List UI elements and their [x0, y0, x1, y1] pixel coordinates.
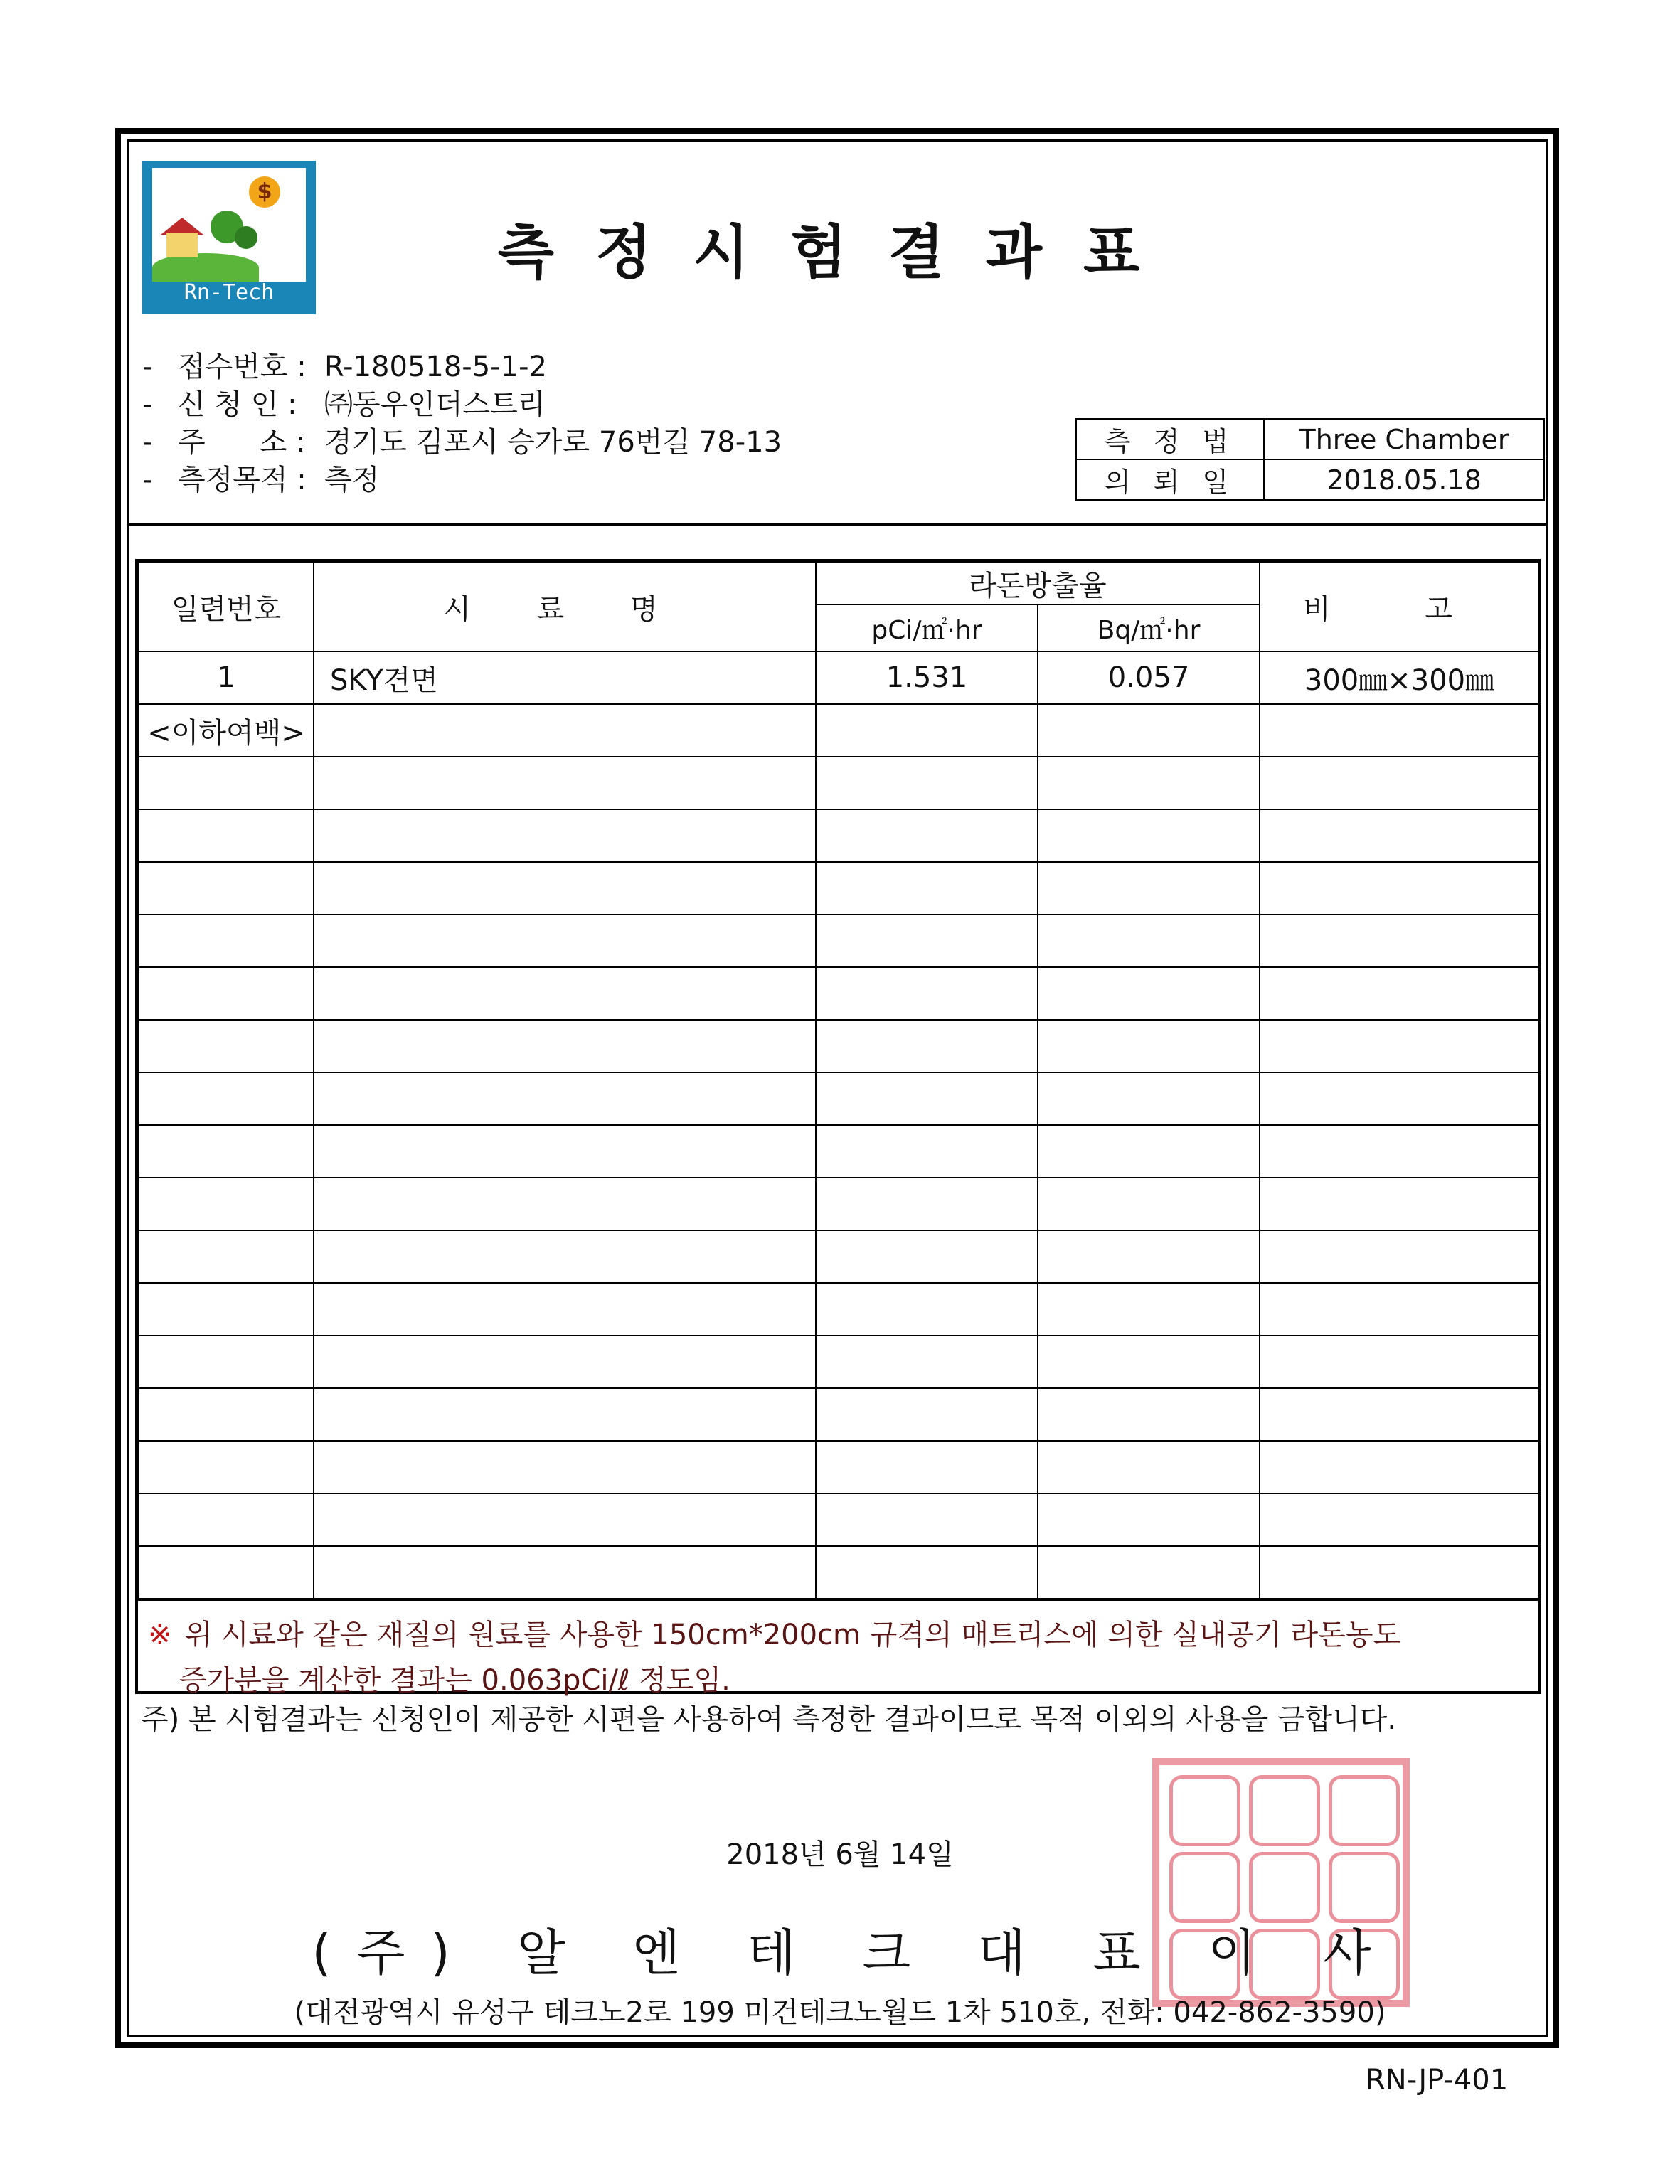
table-cell-empty: [1260, 1441, 1538, 1493]
table-cell-empty: [816, 1546, 1038, 1599]
table-cell-empty: [816, 1230, 1038, 1283]
table-cell-empty: [816, 757, 1038, 809]
empty-rows: [139, 757, 1538, 1599]
table-cell-empty: [816, 1283, 1038, 1336]
table-cell-empty: [1038, 1493, 1260, 1546]
issue-date: 2018년 6월 14일: [726, 1838, 954, 1871]
table-cell-empty: [1038, 1178, 1260, 1230]
table-cell-empty: [139, 1125, 314, 1178]
header-unit-pci: pCi/㎡·hr: [816, 604, 1038, 651]
table-cell-empty: [314, 862, 816, 915]
note-line-1: [148, 1612, 1538, 1658]
logo-roof-icon: [161, 218, 203, 235]
table-cell-empty: [1038, 862, 1260, 915]
table-cell-empty: [314, 1441, 816, 1493]
table-cell-empty: [314, 1125, 816, 1178]
info-dash: -: [142, 351, 153, 383]
logo-house-icon: [166, 233, 198, 257]
row-remark: 300㎜×300㎜: [1260, 651, 1538, 704]
table-cell-empty: [816, 915, 1038, 967]
table-cell-empty: [139, 1178, 314, 1230]
header-sample-name: 시 료 명: [314, 563, 816, 651]
table-cell-empty: [1260, 1546, 1538, 1599]
info-dash: -: [142, 426, 153, 459]
table-row-empty: [139, 1020, 1538, 1072]
table-cell-empty: [314, 1493, 816, 1546]
row-pci-value: 1.531: [816, 651, 1038, 704]
info-value: ㈜동우인더스트리: [324, 388, 546, 421]
logo-sun-icon: $: [249, 176, 280, 208]
table-cell-empty: [1260, 1388, 1538, 1441]
table-row-empty: [139, 967, 1538, 1020]
info-receipt-number: [142, 344, 547, 385]
table-cell-empty: [1038, 757, 1260, 809]
table-cell-empty: [816, 1336, 1038, 1388]
table-cell-empty: [314, 915, 816, 967]
row-bq-value: 0.057: [1038, 651, 1260, 704]
table-cell-empty: [816, 1020, 1038, 1072]
table-cell-empty: [1038, 1336, 1260, 1388]
table-cell-empty: [314, 1546, 816, 1599]
info-label: 접수번호 :: [178, 351, 307, 383]
method-table: [1075, 418, 1545, 501]
table-cell-empty: [139, 967, 314, 1020]
table-cell-empty: [816, 1072, 1038, 1125]
table-cell-empty: [1260, 1125, 1538, 1178]
table-cell-empty: [139, 1546, 314, 1599]
section-divider: [129, 523, 1546, 526]
seal-glyph: [1249, 1775, 1320, 1846]
table-cell-empty: [1038, 1441, 1260, 1493]
table-cell-empty: [139, 915, 314, 967]
table-cell-empty: [314, 1020, 816, 1072]
table-row-empty: [139, 862, 1538, 915]
table-cell-empty: [139, 1072, 314, 1125]
table-cell-empty: [314, 1178, 816, 1230]
info-value: R-180518-5-1-2: [324, 351, 547, 383]
form-code: RN-JP-401: [1366, 2064, 1509, 2097]
table-row-empty: [139, 1388, 1538, 1441]
table-cell-empty: [139, 757, 314, 809]
table-cell-empty: [1260, 1020, 1538, 1072]
table-cell-empty: [1260, 967, 1538, 1020]
header-unit-bq: Bq/㎡·hr: [1038, 604, 1260, 651]
table-row-empty: [139, 1283, 1538, 1336]
table-cell-empty: [1260, 1493, 1538, 1546]
table-row-empty: [139, 1125, 1538, 1178]
seal-glyph: [1249, 1852, 1320, 1923]
table-row-empty: [139, 1230, 1538, 1283]
table-cell-empty: [1260, 862, 1538, 915]
company-representative: (주) 알 엔 테 크 대 표 이 사: [312, 1924, 1397, 1982]
row-sample-name: SKY견면: [314, 651, 816, 704]
row-remark: [1260, 704, 1538, 757]
results-table: [135, 559, 1541, 1697]
table-cell-empty: [1038, 1546, 1260, 1599]
note-symbol: ※: [148, 1619, 172, 1651]
table-cell-empty: [1038, 1072, 1260, 1125]
table-cell-empty: [1260, 809, 1538, 862]
table-row-empty: [139, 1493, 1538, 1546]
table-cell-empty: [314, 1230, 816, 1283]
table-cell-empty: [314, 757, 816, 809]
table-row-empty: [139, 1441, 1538, 1493]
logo-brand-text: Rn-Tech: [184, 280, 275, 305]
calculation-note: [138, 1599, 1538, 1697]
table-cell-empty: [816, 809, 1038, 862]
table-cell-empty: [139, 862, 314, 915]
method-value: Three Chamber: [1264, 419, 1544, 459]
table-cell-empty: [139, 1230, 314, 1283]
info-value: 측정: [324, 464, 380, 496]
table-cell-empty: [816, 967, 1038, 1020]
table-cell-empty: [139, 809, 314, 862]
table-row-empty: [139, 1546, 1538, 1599]
company-address: (대전광역시 유성구 테크노2로 199 미건테크노월드 1차 510호, 전화: 042-862-3590): [294, 1996, 1386, 2029]
table-cell-empty: [314, 967, 816, 1020]
row-sample-name: [314, 704, 816, 757]
logo-tree-icon: [235, 226, 257, 249]
table-cell-empty: [139, 1493, 314, 1546]
table-row-empty: [139, 1336, 1538, 1388]
header-serial: 일련번호: [139, 563, 314, 651]
logo-hill-icon: [152, 253, 259, 282]
table-cell-empty: [1260, 1336, 1538, 1388]
table-cell-empty: [1260, 1072, 1538, 1125]
table-cell-empty: [139, 1388, 314, 1441]
seal-glyph: [1329, 1852, 1400, 1923]
table-cell-empty: [314, 1388, 816, 1441]
table-cell-empty: [816, 1388, 1038, 1441]
info-dash: -: [142, 464, 153, 496]
request-date-value: 2018.05.18: [1264, 459, 1544, 500]
table-cell-empty: [1038, 967, 1260, 1020]
table-cell-empty: [314, 1283, 816, 1336]
info-address: [142, 420, 782, 460]
company-logo: [142, 161, 316, 314]
table-cell-empty: [1038, 1388, 1260, 1441]
table-cell-empty: [1038, 915, 1260, 967]
seal-glyph: [1329, 1775, 1400, 1846]
table-cell-empty: [139, 1020, 314, 1072]
row-bq-value: [1038, 704, 1260, 757]
seal-glyph: [1169, 1852, 1240, 1923]
table-cell-empty: [1038, 1020, 1260, 1072]
table-cell-empty: [139, 1283, 314, 1336]
info-label: 측정목적 :: [178, 464, 307, 496]
info-purpose: [142, 457, 379, 498]
table-row-empty: [139, 757, 1538, 809]
table-cell-empty: [139, 1336, 314, 1388]
table-cell-empty: [1260, 1283, 1538, 1336]
table-cell-empty: [1038, 1230, 1260, 1283]
table-cell-empty: [1260, 757, 1538, 809]
table-cell-empty: [816, 1125, 1038, 1178]
table-cell-empty: [1260, 915, 1538, 967]
table-cell-empty: [1038, 1125, 1260, 1178]
table-row-empty: [139, 809, 1538, 862]
row-blank-marker: <이하여백>: [139, 704, 314, 757]
info-dash: -: [142, 388, 153, 421]
note-text-1: 위 시료와 같은 재질의 원료를 사용한 150cm*200cm 규격의 매트리스에 의한 실내공기 라돈농도: [184, 1619, 1401, 1651]
row-pci-value: [816, 704, 1038, 757]
table-row-empty: [139, 1072, 1538, 1125]
table-cell-empty: [816, 1493, 1038, 1546]
method-label: 측 정 법: [1076, 419, 1264, 459]
note-text-2: 증가분을 계산한 결과는 0.063pCi/ℓ 정도임.: [179, 1664, 730, 1697]
table-row-empty: [139, 1178, 1538, 1230]
table-cell-empty: [1260, 1178, 1538, 1230]
table-cell-empty: [816, 862, 1038, 915]
page-title: 측정시험결과표: [497, 219, 1181, 287]
request-date-label: 의 뢰 일: [1076, 459, 1264, 500]
table-cell-empty: [1038, 1283, 1260, 1336]
table-cell-empty: [314, 1072, 816, 1125]
table-cell-empty: [139, 1441, 314, 1493]
info-label: 주 소 :: [178, 426, 306, 459]
table-cell-empty: [1260, 1230, 1538, 1283]
header-radon-emission: 라돈방출율: [816, 563, 1260, 604]
header-remark: 비 고: [1260, 563, 1538, 651]
table-cell-empty: [314, 809, 816, 862]
table-cell-empty: [314, 1336, 816, 1388]
info-label: 신 청 인 :: [178, 388, 297, 421]
table-cell-empty: [816, 1441, 1038, 1493]
info-applicant: [142, 382, 545, 422]
table-row-empty: [139, 915, 1538, 967]
table-cell-empty: [816, 1178, 1038, 1230]
row-serial: 1: [139, 651, 314, 704]
table-cell-empty: [1038, 809, 1260, 862]
disclaimer: 주) 본 시험결과는 신청인이 제공한 시편을 사용하여 측정한 결과이므로 목적 이외의 사용을 금합니다.: [141, 1703, 1397, 1736]
info-value: 경기도 김포시 승가로 76번길 78-13: [324, 426, 782, 459]
seal-glyph: [1169, 1775, 1240, 1846]
